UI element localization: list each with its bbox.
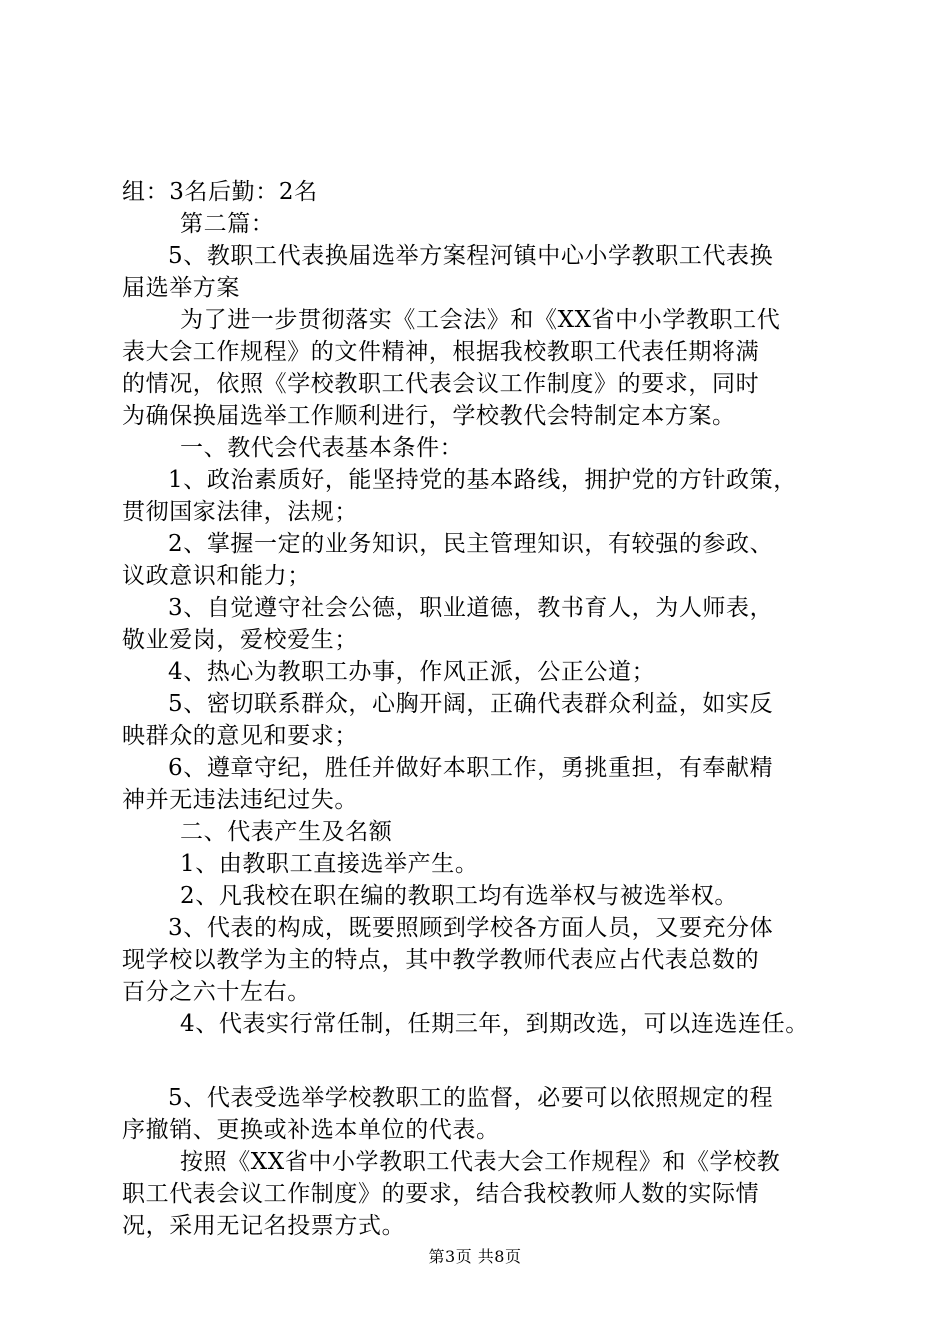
text-line: 5、教职工代表换届选举方案程河镇中心小学教职工代表换 <box>168 243 774 269</box>
text-line: 组：3名后勤：2名 <box>122 179 318 205</box>
text-line: 映群众的意见和要求； <box>122 723 358 749</box>
text-line: 况，采用无记名投票方式。 <box>122 1213 406 1239</box>
text-line: 敬业爱岗，爱校爱生； <box>122 627 358 653</box>
text-line: 表大会工作规程》的文件精神，根据我校教职工代表任期将满 <box>122 339 760 365</box>
text-line: 为确保换届选举工作顺利进行，学校教代会特制定本方案。 <box>122 403 736 429</box>
paragraph-gap <box>122 1040 842 1082</box>
text-line: 4、热心为教职工办事，作风正派，公正公道； <box>168 659 656 685</box>
text-line: 2、掌握一定的业务知识，民主管理知识，有较强的参政、 <box>168 531 774 557</box>
text-line: 职工代表会议工作制度》的要求，结合我校教师人数的实际情 <box>122 1181 760 1207</box>
section-heading: 二、代表产生及名额 <box>180 819 393 845</box>
text-line: 神并无违法违纪过失。 <box>122 787 358 813</box>
page-footer: 第3页 共8页 <box>428 1247 522 1266</box>
text-line: 6、遵章守纪，胜任并做好本职工作，勇挑重担，有奉献精 <box>168 755 774 781</box>
text-line: 贯彻国家法律，法规； <box>122 499 358 525</box>
text-line: 为了进一步贯彻落实《工会法》和《XX省中小学教职工代 <box>180 307 781 333</box>
text-line: 1、由教职工直接选举产生。 <box>180 851 479 877</box>
text-line: 届选举方案 <box>122 275 240 301</box>
text-line: 议政意识和能力； <box>122 563 311 589</box>
section-heading: 第二篇： <box>180 211 275 237</box>
text-line: 5、代表受选举学校教职工的监督，必要可以依照规定的程 <box>168 1085 774 1111</box>
document-body <box>122 176 842 1242</box>
text-line: 百分之六十左右。 <box>122 979 311 1005</box>
text-line: 现学校以教学为主的特点，其中教学教师代表应占代表总数的 <box>122 947 760 973</box>
text-line: 3、自觉遵守社会公德，职业道德，教书育人，为人师表， <box>168 595 774 621</box>
section-heading: 一、教代会代表基本条件： <box>180 435 464 461</box>
text-line: 2、凡我校在职在编的教职工均有选举权与被选举权。 <box>180 883 739 909</box>
text-line: 3、代表的构成，既要照顾到学校各方面人员，又要充分体 <box>168 915 774 941</box>
text-line: 5、密切联系群众，心胸开阔，正确代表群众利益，如实反 <box>168 691 774 717</box>
text-line: 按照《XX省中小学教职工代表大会工作规程》和《学校教 <box>180 1149 781 1175</box>
text-line: 序撤销、更换或补选本单位的代表。 <box>122 1117 500 1143</box>
text-line: 的情况，依照《学校教职工代表会议工作制度》的要求，同时 <box>122 371 760 397</box>
text-line: 1、政治素质好，能坚持党的基本路线，拥护党的方针政策， <box>168 467 797 493</box>
text-line: 4、代表实行常任制，任期三年，到期改选，可以连选连任。 <box>180 1011 809 1037</box>
